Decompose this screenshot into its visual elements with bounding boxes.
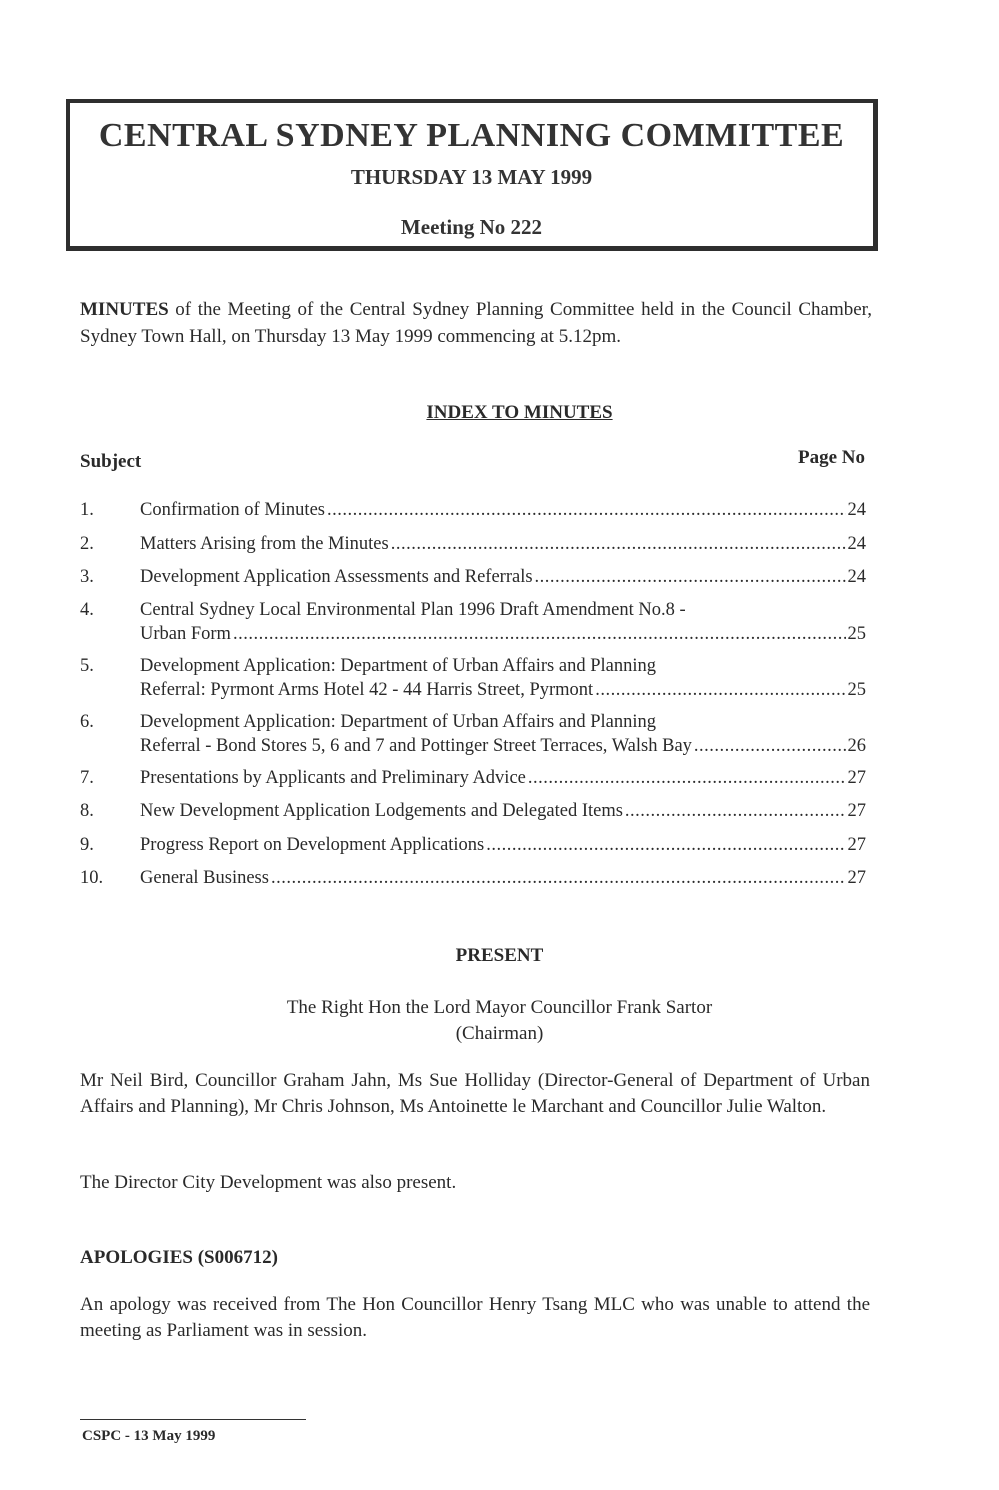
index-leader-dots [271, 866, 846, 890]
index-item-text: General Business [140, 868, 269, 888]
index-leader-dots [391, 532, 846, 556]
index-item-body [140, 766, 866, 790]
meeting-number: Meeting No 222 [400, 215, 543, 239]
index-leader-dots [694, 734, 846, 758]
index-item-text: Development Application: Department of Urban Affairs and Planning [140, 656, 656, 676]
index-item-number: 4. [80, 600, 94, 620]
index-item-page: 27 [847, 801, 866, 821]
index-item-line [140, 532, 866, 556]
intro-lead: MINUTES [80, 299, 169, 320]
meeting-date: THURSDAY 13 MAY 1999 [350, 165, 593, 189]
index-item-line [140, 766, 866, 790]
index-item-body [140, 598, 866, 646]
index-leader-dots [595, 678, 845, 702]
index-item-text: Referral: Pyrmont Arms Hotel 42 - 44 Harris Street, Pyrmont [140, 680, 594, 700]
index-leader-dots [535, 565, 846, 589]
index-item-line [140, 678, 866, 702]
apologies-title: APOLOGIES (S006712) [80, 1247, 278, 1268]
index-item-page: 26 [847, 736, 866, 756]
index-item-number: 2. [80, 534, 94, 554]
index-item-body [140, 532, 866, 556]
index-item-body [140, 799, 866, 823]
intro-text: of the Meeting of the Central Sydney Planning Committee held in the Council Chamber, Sydney Town Hall, on Thursday 13 May 1999 commencing at 5.12pm. [80, 299, 872, 347]
index-leader-dots [327, 498, 846, 522]
index-item-text: Development Application: Department of Urban Affairs and Planning [140, 712, 656, 732]
index-item-number: 10. [80, 868, 104, 888]
index-item-text: Urban Form [140, 624, 231, 644]
subject-header: Subject [80, 451, 142, 472]
chair-name: The Right Hon the Lord Mayor Councillor Frank Sartor [286, 997, 713, 1018]
index-item-number: 1. [80, 500, 94, 520]
index-item-number: 9. [80, 835, 94, 855]
index-item-text: Presentations by Applicants and Preliminary Advice [140, 768, 526, 788]
index-item-text: Confirmation of Minutes [140, 500, 325, 520]
index-item-line [140, 734, 866, 758]
index-item-number: 5. [80, 656, 94, 676]
index-item-line [140, 833, 866, 857]
index-item-page: 24 [847, 500, 866, 520]
index-item-body [140, 866, 866, 890]
index-title: INDEX TO MINUTES [426, 402, 613, 423]
index-item-line [140, 498, 866, 522]
header-box [66, 99, 878, 251]
index-item-body [140, 498, 866, 522]
index-item-number: 3. [80, 567, 94, 587]
index-item-line [140, 565, 866, 589]
index-item-number: 7. [80, 768, 94, 788]
index-item-page: 27 [847, 768, 866, 788]
members-paragraph: Mr Neil Bird, Councillor Graham Jahn, Ms Sue Holliday (Director-General of Department of Urban Affairs and Planning), Mr Chris Johnson, Ms Antoinette le Marchant and Councillor Julie Walton. [80, 1070, 870, 1117]
index-item-line [140, 622, 866, 646]
present-title: PRESENT [455, 945, 544, 966]
apologies-text: An apology was received from The Hon Councillor Henry Tsang MLC who was unable to attend the meeting as Parliament was in session. [80, 1294, 870, 1341]
index-leader-dots [486, 833, 845, 857]
page-no-header: Page No [797, 447, 865, 468]
index-item-text: Central Sydney Local Environmental Plan 1996 Draft Amendment No.8 - [140, 600, 686, 620]
index-item-page: 27 [847, 835, 866, 855]
index-item-body [140, 654, 866, 702]
index-item-line [140, 799, 866, 823]
index-item-page: 24 [847, 567, 866, 587]
index-item-text: New Development Application Lodgements and Delegated Items [140, 801, 623, 821]
index-item-text: Progress Report on Development Applications [140, 835, 485, 855]
chair-block [0, 995, 999, 1047]
index-item-page: 25 [847, 680, 866, 700]
index-item-text: Development Application Assessments and Referrals [140, 567, 533, 587]
index-item-line [140, 866, 866, 890]
committee-title: CENTRAL SYDNEY PLANNING COMMITTEE [98, 117, 845, 154]
chair-role: (Chairman) [455, 1023, 544, 1044]
index-item-page: 25 [847, 624, 866, 644]
index-item-number: 6. [80, 712, 94, 732]
index-item-page: 27 [847, 868, 866, 888]
index-item-number: 8. [80, 801, 94, 821]
also-present: The Director City Development was also present. [80, 1172, 457, 1193]
intro-paragraph [80, 296, 872, 350]
footer-rule [80, 1419, 306, 1420]
index-leader-dots [528, 766, 846, 790]
footer-text: CSPC - 13 May 1999 [82, 1428, 216, 1444]
index-item-text: Referral - Bond Stores 5, 6 and 7 and Pottinger Street Terraces, Walsh Bay [140, 736, 692, 756]
index-item-text: Matters Arising from the Minutes [140, 534, 389, 554]
index-item-body [140, 833, 866, 857]
index-item-body [140, 565, 866, 589]
index-item-page: 24 [847, 534, 866, 554]
index-leader-dots [233, 622, 846, 646]
index-item-body [140, 710, 866, 758]
index-leader-dots [625, 799, 846, 823]
